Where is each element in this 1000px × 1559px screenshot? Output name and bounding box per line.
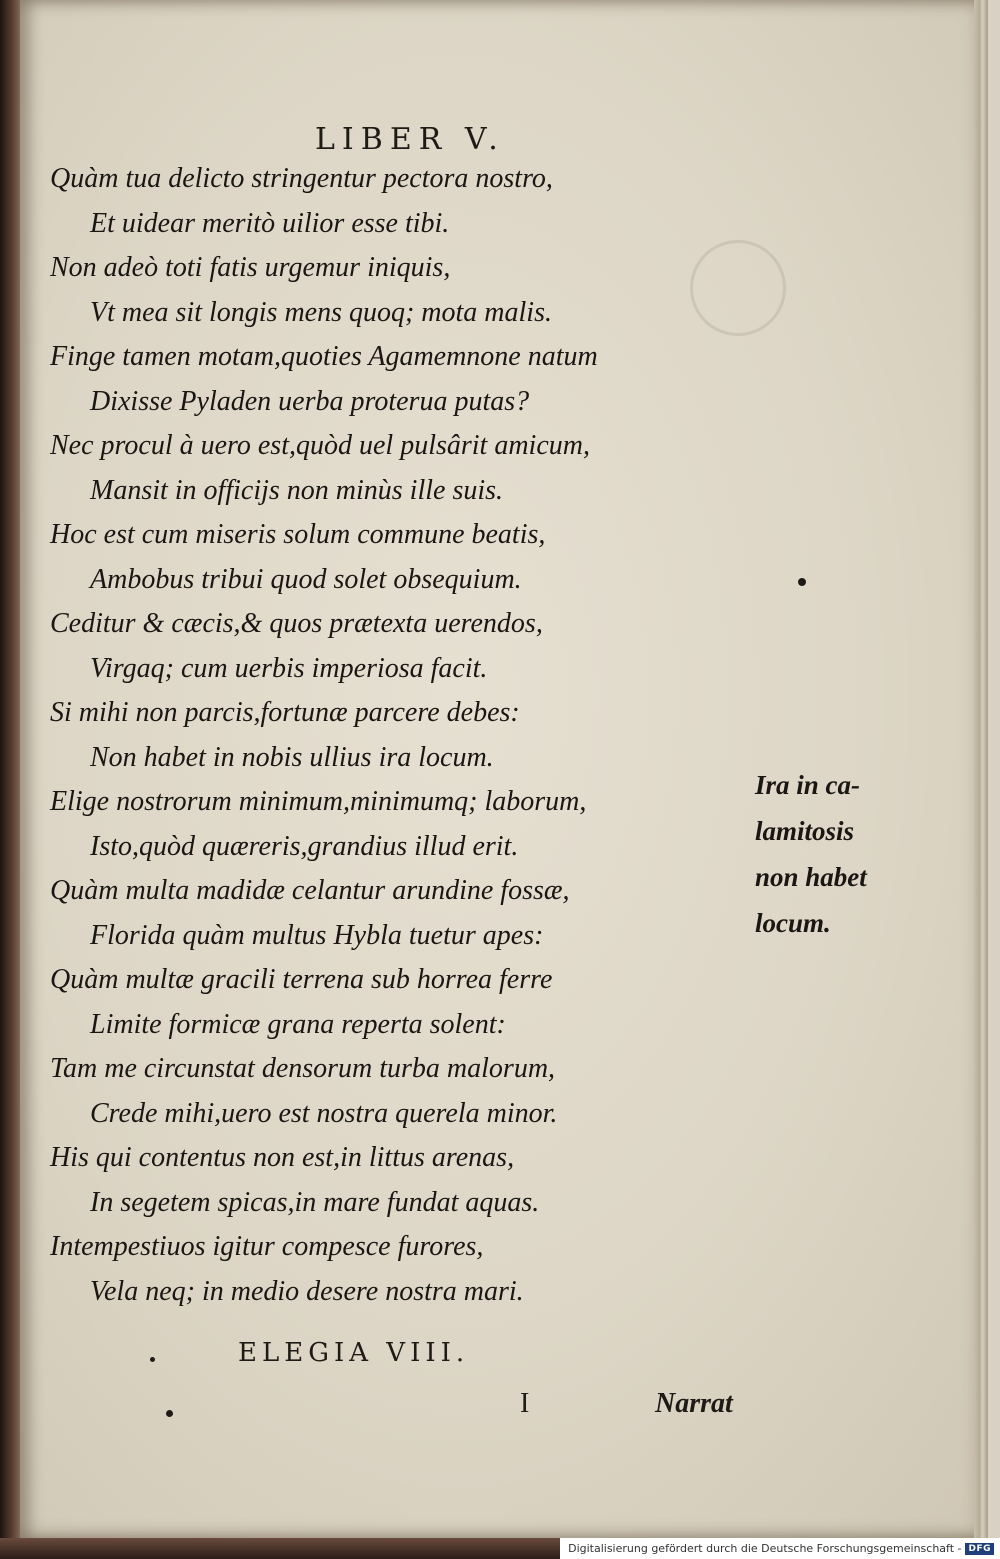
verse-line-hexameter: Tam me circunstat densorum turba malorum, <box>50 1053 556 1084</box>
verse-line-pentameter: Vt mea sit longis mens quoq; mota malis. <box>90 297 552 328</box>
verse-line-pentameter: Florida quàm multus Hybla tuetur apes: <box>90 920 544 951</box>
margin-note <box>755 762 905 946</box>
verse-line-pentameter: Ambobus tribui quod solet obsequium. <box>90 564 522 595</box>
catchword: Narrat <box>655 1388 733 1419</box>
scan-bottom-strip <box>0 1538 1000 1559</box>
running-head: LIBER V. <box>315 122 505 157</box>
ink-speck <box>150 1357 155 1362</box>
verse-line-pentameter: Mansit in officijs non minùs ille suis. <box>90 475 504 506</box>
ink-speck <box>166 1410 173 1417</box>
verse-line-pentameter: In segetem spicas,in mare fundat aquas. <box>90 1187 540 1218</box>
dfg-logo: DFG <box>965 1543 994 1555</box>
verse-line-hexameter: Finge tamen motam,quoties Agamemnone natum <box>50 341 598 372</box>
verse-line-hexameter: His qui contentus non est,in littus arenas, <box>50 1142 515 1173</box>
book-binding-edge <box>0 0 22 1559</box>
verse-line-pentameter: Virgaq; cum uerbis imperiosa facit. <box>90 653 488 684</box>
verse-line-hexameter: Si mihi non parcis,fortunæ parcere debes: <box>50 697 520 728</box>
verse-line-hexameter: Ceditur & cæcis,& quos prætexta uerendos, <box>50 608 543 639</box>
ink-speck <box>798 578 806 586</box>
digitization-credit <box>560 1538 1000 1559</box>
verse-line-pentameter: Et uidear meritò uilior esse tibi. <box>90 208 450 239</box>
verse-line-pentameter: Isto,quòd quæreris,grandius illud erit. <box>90 831 519 862</box>
verse-line-hexameter: Non adeò toti fatis urgemur iniquis, <box>50 252 451 283</box>
signature-mark: I <box>520 1388 530 1419</box>
margin-note-line: non habet <box>755 862 867 892</box>
verse-line-hexameter: Elige nostrorum minimum,minimumq; laborum, <box>50 786 587 817</box>
margin-note-line: Ira in ca- <box>755 770 861 800</box>
verse-line-hexameter: Hoc est cum miseris solum commune beatis, <box>50 519 546 550</box>
verse-line-pentameter: Limite formicæ grana reperta solent: <box>90 1009 506 1040</box>
show-through-shadow <box>690 240 786 336</box>
verse-line-hexameter: Intempestiuos igitur compesce furores, <box>50 1231 484 1262</box>
verse-line-pentameter: Non habet in nobis ullius ira locum. <box>90 742 494 773</box>
verse-line-hexameter: Quàm multæ gracili terrena sub horrea ferre <box>50 964 553 995</box>
verse-line-hexameter: Quàm multa madidæ celantur arundine fossæ, <box>50 875 570 906</box>
section-title: ELEGIA VIII. <box>238 1338 470 1368</box>
verse-line-pentameter: Crede mihi,uero est nostra querela minor. <box>90 1098 558 1129</box>
page-fore-edge <box>974 0 988 1538</box>
verse-line-hexameter: Quàm tua delicto stringentur pectora nostro, <box>50 163 553 194</box>
credit-text: Digitalisierung gefördert durch die Deutsche Forschungsgemeinschaft - <box>568 1542 962 1555</box>
verse-line-pentameter: Dixisse Pyladen uerba proterua putas? <box>90 386 530 417</box>
verse-line-pentameter: Vela neq; in medio desere nostra mari. <box>90 1276 524 1307</box>
margin-note-line: locum. <box>755 908 831 938</box>
margin-note-line: lamitosis <box>755 816 855 846</box>
verse-line-hexameter: Nec procul à uero est,quòd uel pulsârit amicum, <box>50 430 590 461</box>
